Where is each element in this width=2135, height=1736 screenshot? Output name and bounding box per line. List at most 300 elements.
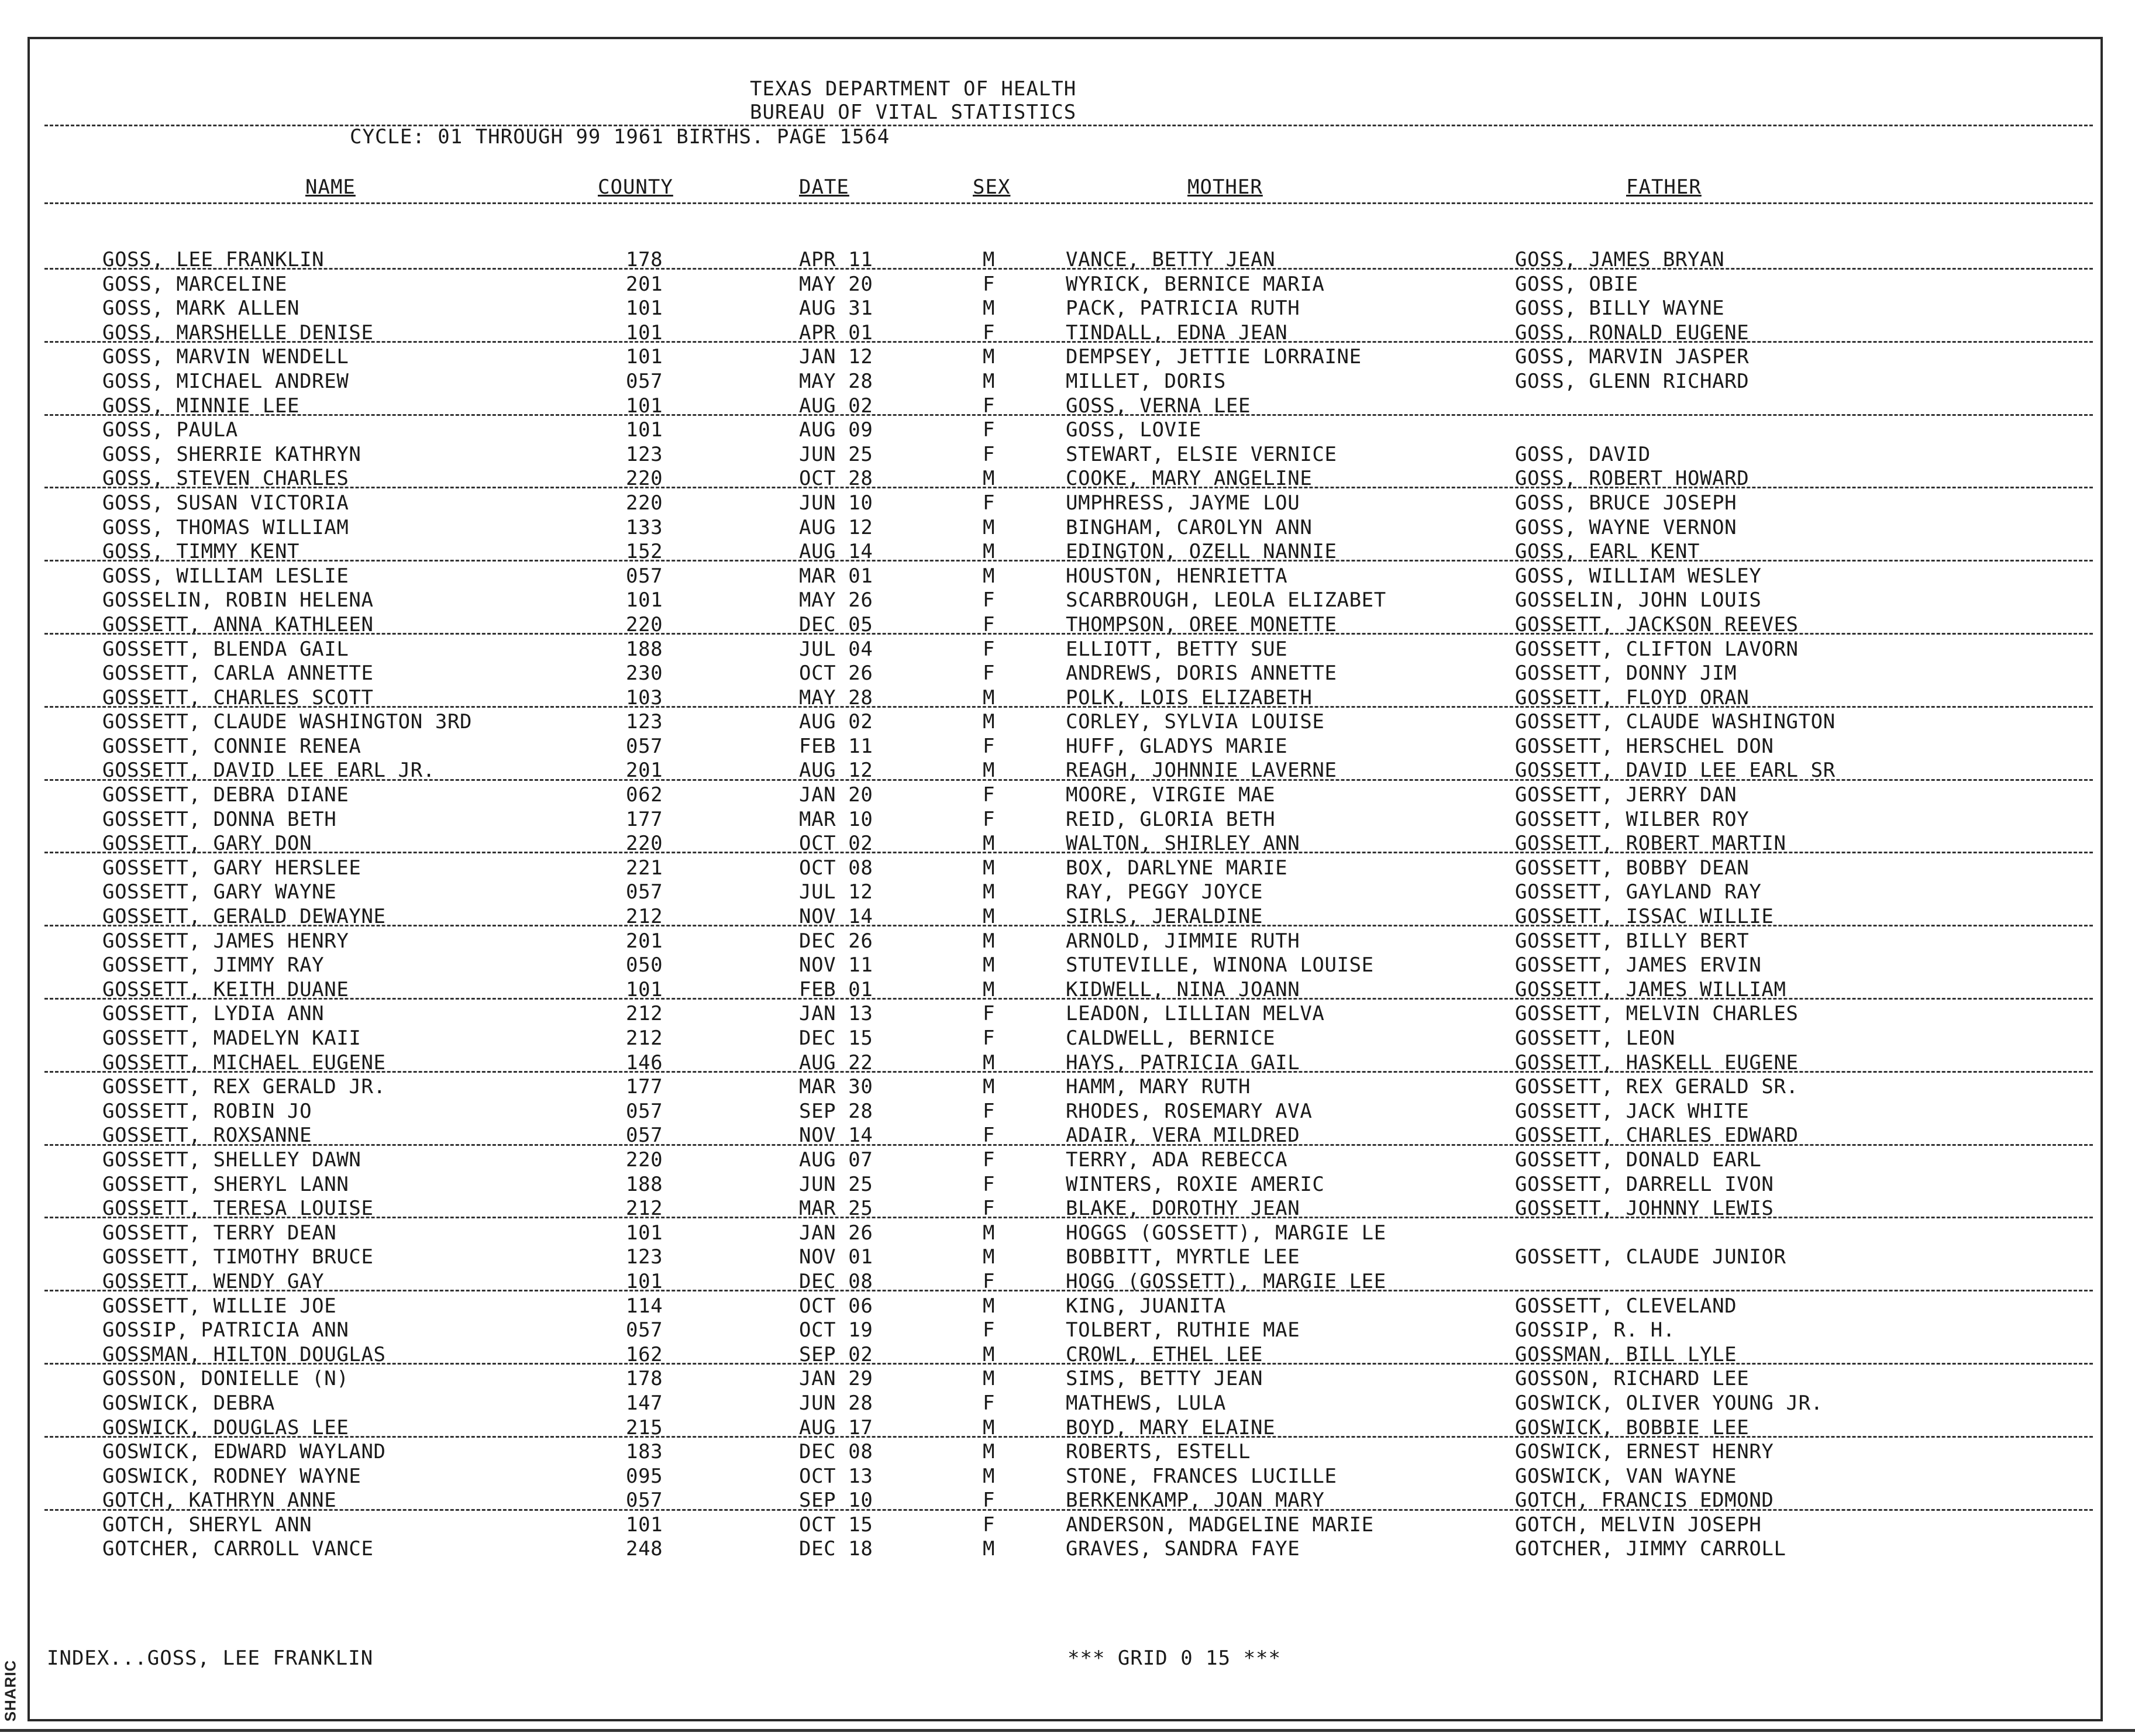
table-row [0,783,2135,808]
cell-name: GOSSETT, TIMOTHY BRUCE [102,1245,374,1269]
cell-name: GOSSMAN, HILTON DOUGLAS [102,1342,386,1366]
row-rule [44,998,2093,1000]
cell-sex: M [983,467,996,491]
cell-date: NOV 11 [799,953,873,977]
cell-name: GOTCH, KATHRYN ANNE [102,1489,337,1513]
cell-county: 212 [626,1027,663,1050]
cell-date: AUG 09 [799,418,873,442]
cell-sex: M [983,1221,996,1245]
row-rule [44,268,2093,270]
cell-father: GOSS, OBIE [1515,272,1638,296]
cell-sex: F [983,1027,996,1050]
cell-date: DEC 05 [799,612,873,636]
cell-county: 183 [626,1440,663,1464]
cell-name: GOSS, MICHAEL ANDREW [102,369,349,393]
cell-mother: POLK, LOIS ELIZABETH [1066,686,1313,709]
cell-sex: M [983,856,996,880]
cell-sex: F [983,418,996,442]
agency-title: TEXAS DEPARTMENT OF HEALTH [750,77,1077,101]
cell-name: GOSS, SHERRIE KATHRYN [102,442,361,466]
cell-sex: M [983,1537,996,1561]
cell-county: 177 [626,1075,663,1099]
cell-county: 057 [626,369,663,393]
cell-name: GOSSON, DONIELLE (N) [102,1367,349,1391]
cell-sex: F [983,1318,996,1342]
cell-name: GOSSETT, JIMMY RAY [102,953,325,977]
cell-date: SEP 10 [799,1489,873,1513]
cell-name: GOSSETT, MICHAEL EUGENE [102,1050,386,1074]
cell-father: GOSSETT, DONALD EARL [1515,1148,1762,1172]
cell-name: GOSS, LEE FRANKLIN [102,248,325,271]
cell-sex: F [983,1172,996,1196]
cell-father: GOSSETT, HASKELL EUGENE [1515,1050,1799,1074]
cell-name: GOSSETT, ROXSANNE [102,1124,312,1148]
cycle-line: CYCLE: 01 THROUGH 99 1961 BIRTHS. PAGE 1564 [350,125,890,149]
cell-father: GOSSETT, ROBERT MARTIN [1515,832,1786,856]
cell-name: GOSS, MINNIE LEE [102,394,300,418]
cell-date: FEB 11 [799,734,873,758]
row-rule [44,1144,2093,1146]
cell-date: JUN 28 [799,1391,873,1415]
row-rule [44,414,2093,416]
cell-father: GOSS, RONALD EUGENE [1515,321,1750,345]
cell-county: 212 [626,1197,663,1221]
cell-father: GOSSIP, R. H. [1515,1318,1675,1342]
cell-county: 212 [626,905,663,929]
cell-mother: KING, JUANITA [1066,1294,1226,1318]
cell-date: JUN 25 [799,1172,873,1196]
cell-name: GOSS, WILLIAM LESLIE [102,564,349,588]
cell-date: JUL 04 [799,637,873,661]
grid-label: *** GRID 0 15 *** [1068,1647,1281,1670]
cell-name: GOSSETT, SHELLEY DAWN [102,1148,361,1172]
cell-father: GOSS, EARL KENT [1515,540,1700,564]
cell-county: 147 [626,1391,663,1415]
cell-county: 152 [626,540,663,564]
side-label [1,1655,29,1731]
cell-mother: HAMM, MARY RUTH [1066,1075,1251,1099]
cell-mother: ADAIR, VERA MILDRED [1066,1124,1300,1148]
cell-sex: M [983,953,996,977]
cell-name: GOSSETT, ANNA KATHLEEN [102,612,374,636]
cell-date: OCT 19 [799,1318,873,1342]
table-row [0,588,2135,613]
cell-name: GOSS, MARCELINE [102,272,288,296]
cell-name: GOSSETT, DONNA BETH [102,807,337,831]
cell-sex: M [983,1050,996,1074]
cell-name: GOSSETT, GARY DON [102,832,312,856]
row-rule [44,706,2093,708]
table-row [0,1318,2135,1343]
cell-name: GOSSETT, WENDY GAY [102,1269,325,1293]
table-row [0,1245,2135,1270]
table-row [0,880,2135,905]
cell-sex: F [983,662,996,686]
cell-mother: HAYS, PATRICIA GAIL [1066,1050,1300,1074]
cell-name: GOSWICK, DOUGLAS LEE [102,1415,349,1439]
cell-county: 178 [626,248,663,271]
cell-date: NOV 01 [799,1245,873,1269]
cell-father: GOSWICK, VAN WAYNE [1515,1464,1737,1488]
cell-father: GOSSETT, GAYLAND RAY [1515,880,1762,904]
cell-date: NOV 14 [799,905,873,929]
cell-mother: BERKENKAMP, JOAN MARY [1066,1489,1325,1513]
cell-father: GOSSETT, JACKSON REEVES [1515,612,1799,636]
table-row [0,929,2135,954]
cell-county: 178 [626,1367,663,1391]
cell-county: 057 [626,734,663,758]
cell-name: GOSSETT, TERESA LOUISE [102,1197,374,1221]
cell-sex: M [983,1464,996,1488]
cell-mother: VANCE, BETTY JEAN [1066,248,1276,271]
cell-date: DEC 08 [799,1269,873,1293]
cell-sex: F [983,321,996,345]
cell-name: GOSSETT, SHERYL LANN [102,1172,349,1196]
cell-name: GOSS, TIMMY KENT [102,540,300,564]
cell-mother: GRAVES, SANDRA FAYE [1066,1537,1300,1561]
cell-mother: DEMPSEY, JETTIE LORRAINE [1066,345,1362,369]
cell-name: GOSSETT, GARY HERSLEE [102,856,361,880]
cell-father: GOSSETT, JAMES WILLIAM [1515,977,1786,1001]
cell-county: 146 [626,1050,663,1074]
cell-father: GOSSETT, WILBER ROY [1515,807,1750,831]
row-rule [44,1071,2093,1073]
cell-date: AUG 14 [799,540,873,564]
table-row [0,564,2135,589]
cell-father: GOSS, DAVID [1515,442,1651,466]
cell-mother: ARNOLD, JIMMIE RUTH [1066,929,1300,953]
cell-father: GOSS, MARVIN JASPER [1515,345,1750,369]
table-row [0,345,2135,370]
table-row [0,856,2135,881]
column-header-name: NAME [305,175,356,199]
table-row [0,1148,2135,1173]
cell-date: JAN 13 [799,1002,873,1026]
cell-father: GOSSETT, JACK WHITE [1515,1099,1750,1123]
cell-father: GOSSETT, BILLY BERT [1515,929,1750,953]
cell-father: GOSS, GLENN RICHARD [1515,369,1750,393]
cell-county: 201 [626,759,663,783]
cell-mother: WINTERS, ROXIE AMERIC [1066,1172,1325,1196]
table-row [0,297,2135,321]
cell-mother: ANDREWS, DORIS ANNETTE [1066,662,1337,686]
cell-county: 057 [626,1489,663,1513]
cell-county: 057 [626,1318,663,1342]
cell-county: 101 [626,1221,663,1245]
cell-sex: M [983,564,996,588]
cell-name: GOTCH, SHERYL ANN [102,1513,312,1537]
cell-sex: M [983,1440,996,1464]
cell-mother: PACK, PATRICIA RUTH [1066,297,1300,321]
cell-father: GOSSETT, DAVID LEE EARL SR [1515,759,1836,783]
cell-sex: M [983,1342,996,1366]
cell-date: MAR 01 [799,564,873,588]
cell-date: AUG 22 [799,1050,873,1074]
cell-county: 220 [626,467,663,491]
cell-date: OCT 26 [799,662,873,686]
cell-date: SEP 02 [799,1342,873,1366]
cell-father: GOSSETT, LEON [1515,1027,1675,1050]
cell-sex: F [983,1197,996,1221]
cell-father: GOSSETT, JERRY DAN [1515,783,1737,807]
table-row [0,1440,2135,1465]
index-label: INDEX...GOSS, LEE FRANKLIN [47,1647,374,1670]
cell-father: GOSSETT, DONNY JIM [1515,662,1737,686]
cell-father: GOSSETT, CLEVELAND [1515,1294,1737,1318]
cell-county: 101 [626,321,663,345]
cell-father: GOSWICK, BOBBIE LEE [1515,1415,1750,1439]
cell-name: GOSSIP, PATRICIA ANN [102,1318,349,1342]
cell-father: GOSSETT, JAMES ERVIN [1515,953,1762,977]
cell-county: 220 [626,1148,663,1172]
cell-county: 123 [626,1245,663,1269]
cell-father: GOSSMAN, BILL LYLE [1515,1342,1737,1366]
cell-sex: M [983,297,996,321]
cell-mother: MOORE, VIRGIE MAE [1066,783,1276,807]
row-rule [44,779,2093,781]
cell-date: JAN 12 [799,345,873,369]
cell-date: AUG 02 [799,710,873,734]
cell-father: GOSSETT, BOBBY DEAN [1515,856,1750,880]
cell-name: GOSSETT, JAMES HENRY [102,929,349,953]
cell-sex: M [983,905,996,929]
cell-mother: RAY, PEGGY JOYCE [1066,880,1263,904]
table-row [0,1513,2135,1538]
cell-date: MAR 10 [799,807,873,831]
cell-name: GOSS, MARK ALLEN [102,297,300,321]
cell-mother: GOSS, LOVIE [1066,418,1201,442]
cell-mother: SIRLS, JERALDINE [1066,905,1263,929]
cell-sex: M [983,1415,996,1439]
cell-mother: WYRICK, BERNICE MARIA [1066,272,1325,296]
page-bottom-rule [0,1729,2135,1732]
cell-mother: THOMPSON, OREE MONETTE [1066,612,1337,636]
cell-mother: STONE, FRANCES LUCILLE [1066,1464,1337,1488]
cell-county: 103 [626,686,663,709]
cell-father: GOSSETT, CHARLES EDWARD [1515,1124,1799,1148]
cell-county: 212 [626,1002,663,1026]
cell-date: DEC 26 [799,929,873,953]
row-rule [44,560,2093,562]
cell-date: APR 11 [799,248,873,271]
cell-father: GOSSETT, HERSCHEL DON [1515,734,1774,758]
cell-name: GOSSETT, CHARLES SCOTT [102,686,374,709]
cell-father: GOSSETT, CLIFTON LAVORN [1515,637,1799,661]
cell-sex: M [983,345,996,369]
cell-sex: M [983,1367,996,1391]
cell-name: GOSS, THOMAS WILLIAM [102,515,349,539]
cell-county: 101 [626,1513,663,1537]
cell-county: 050 [626,953,663,977]
cell-date: MAY 20 [799,272,873,296]
cell-county: 057 [626,1124,663,1148]
cell-county: 230 [626,662,663,686]
table-row [0,1221,2135,1246]
table-row [0,735,2135,759]
cell-mother: CROWL, ETHEL LEE [1066,1342,1263,1366]
row-rule [44,1509,2093,1511]
cell-mother: EDINGTON, OZELL NANNIE [1066,540,1337,564]
cell-father: GOSS, BILLY WAYNE [1515,297,1725,321]
cell-county: 101 [626,1269,663,1293]
cell-date: JAN 26 [799,1221,873,1245]
cell-father: GOSS, BRUCE JOSEPH [1515,491,1737,515]
cell-county: 123 [626,442,663,466]
cell-father: GOSSETT, JOHNNY LEWIS [1515,1197,1774,1221]
cell-name: GOSSETT, GARY WAYNE [102,880,337,904]
cell-name: GOSSETT, MADELYN KAII [102,1027,361,1050]
row-rule [44,1436,2093,1438]
cell-sex: M [983,977,996,1001]
cell-mother: REID, GLORIA BETH [1066,807,1276,831]
cell-county: 188 [626,1172,663,1196]
header-rule-bottom [44,202,2093,204]
cell-father: GOSSETT, REX GERALD SR. [1515,1075,1799,1099]
cell-sex: M [983,759,996,783]
table-row [0,1173,2135,1197]
cell-sex: F [983,807,996,831]
cell-sex: F [983,442,996,466]
cell-father: GOSSETT, MELVIN CHARLES [1515,1002,1799,1026]
cell-county: 101 [626,394,663,418]
cell-mother: WALTON, SHIRLEY ANN [1066,832,1300,856]
cell-mother: ELLIOTT, BETTY SUE [1066,637,1288,661]
table-row [0,638,2135,662]
cell-date: NOV 14 [799,1124,873,1148]
bureau-title: BUREAU OF VITAL STATISTICS [750,101,1077,124]
cell-date: JUL 12 [799,880,873,904]
cell-mother: BOX, DARLYNE MARIE [1066,856,1288,880]
cell-name: GOSSETT, ROBIN JO [102,1099,312,1123]
table-row [0,1367,2135,1391]
cell-sex: F [983,734,996,758]
cell-father: GOSSETT, ISSAC WILLIE [1515,905,1774,929]
cell-father: GOSSON, RICHARD LEE [1515,1367,1750,1391]
cell-mother: SCARBROUGH, LEOLA ELIZABET [1066,588,1386,612]
cell-date: OCT 13 [799,1464,873,1488]
table-row [0,710,2135,735]
cell-name: GOSSETT, KEITH DUANE [102,977,349,1001]
cell-sex: F [983,1269,996,1293]
cell-sex: F [983,1513,996,1537]
cell-date: OCT 06 [799,1294,873,1318]
cell-date: AUG 17 [799,1415,873,1439]
cell-date: DEC 08 [799,1440,873,1464]
cell-date: MAY 28 [799,686,873,709]
cell-sex: F [983,1002,996,1026]
table-row [0,443,2135,467]
cell-sex: M [983,369,996,393]
cell-county: 062 [626,783,663,807]
cell-mother: MATHEWS, LULA [1066,1391,1226,1415]
cell-name: GOSSELIN, ROBIN HELENA [102,588,374,612]
cell-sex: M [983,540,996,564]
cell-name: GOSS, SUSAN VICTORIA [102,491,349,515]
cell-date: AUG 02 [799,394,873,418]
cell-county: 101 [626,588,663,612]
side-label-text: SHARIC [1,1659,19,1722]
cell-mother: COOKE, MARY ANGELINE [1066,467,1313,491]
cell-sex: F [983,1391,996,1415]
cell-name: GOSSETT, BLENDA GAIL [102,637,349,661]
cell-county: 201 [626,929,663,953]
cell-county: 123 [626,710,663,734]
cell-name: GOSSETT, CONNIE RENEA [102,734,361,758]
cell-county: 248 [626,1537,663,1561]
cell-name: GOSSETT, CARLA ANNETTE [102,662,374,686]
cell-father: GOTCH, FRANCIS EDMOND [1515,1489,1774,1513]
cell-name: GOSSETT, GERALD DEWAYNE [102,905,386,929]
cell-father: GOSS, ROBERT HOWARD [1515,467,1750,491]
row-rule [44,487,2093,488]
cell-mother: HUFF, GLADYS MARIE [1066,734,1288,758]
cell-name: GOSWICK, EDWARD WAYLAND [102,1440,386,1464]
cell-sex: M [983,1294,996,1318]
row-rule [44,341,2093,343]
cell-mother: BLAKE, DOROTHY JEAN [1066,1197,1300,1221]
cell-father: GOSSELIN, JOHN LOUIS [1515,588,1762,612]
cell-mother: TERRY, ADA REBECCA [1066,1148,1288,1172]
cell-county: 101 [626,977,663,1001]
cell-sex: M [983,929,996,953]
cell-father: GOSS, JAMES BRYAN [1515,248,1725,271]
table-row [0,1027,2135,1051]
cell-name: GOTCHER, CARROLL VANCE [102,1537,374,1561]
table-row [0,273,2135,297]
table-row [0,370,2135,394]
cell-sex: M [983,515,996,539]
cell-father: GOSSETT, CLAUDE JUNIOR [1515,1245,1786,1269]
cell-date: SEP 28 [799,1099,873,1123]
cell-county: 162 [626,1342,663,1366]
cell-mother: SIMS, BETTY JEAN [1066,1367,1263,1391]
cell-sex: M [983,832,996,856]
cell-sex: F [983,1148,996,1172]
cell-date: JUN 25 [799,442,873,466]
cell-name: GOSS, MARSHELLE DENISE [102,321,374,345]
cell-date: DEC 18 [799,1537,873,1561]
cell-county: 101 [626,297,663,321]
column-header-date: DATE [799,175,849,199]
row-rule [44,1217,2093,1218]
cell-county: 114 [626,1294,663,1318]
cell-mother: BOYD, MARY ELAINE [1066,1415,1276,1439]
row-rule [44,633,2093,635]
cell-county: 201 [626,272,663,296]
row-rule [44,852,2093,853]
cell-mother: STEWART, ELSIE VERNICE [1066,442,1337,466]
row-rule [44,925,2093,926]
cell-mother: ROBERTS, ESTELL [1066,1440,1251,1464]
cell-county: 057 [626,564,663,588]
cell-mother: TINDALL, EDNA JEAN [1066,321,1288,345]
cell-father: GOTCHER, JIMMY CARROLL [1515,1537,1786,1561]
table-row [0,662,2135,686]
cell-date: OCT 15 [799,1513,873,1537]
cell-name: GOSS, PAULA [102,418,238,442]
cell-mother: CORLEY, SYLVIA LOUISE [1066,710,1325,734]
cell-county: 095 [626,1464,663,1488]
cell-sex: F [983,588,996,612]
cell-county: 133 [626,515,663,539]
cell-date: AUG 12 [799,759,873,783]
column-header-sex: SEX [973,175,1011,199]
cell-mother: ANDERSON, MADGELINE MARIE [1066,1513,1374,1537]
cell-mother: UMPHRESS, JAYME LOU [1066,491,1300,515]
row-rule [44,1363,2093,1365]
cell-father: GOTCH, MELVIN JOSEPH [1515,1513,1762,1537]
table-row [0,418,2135,443]
